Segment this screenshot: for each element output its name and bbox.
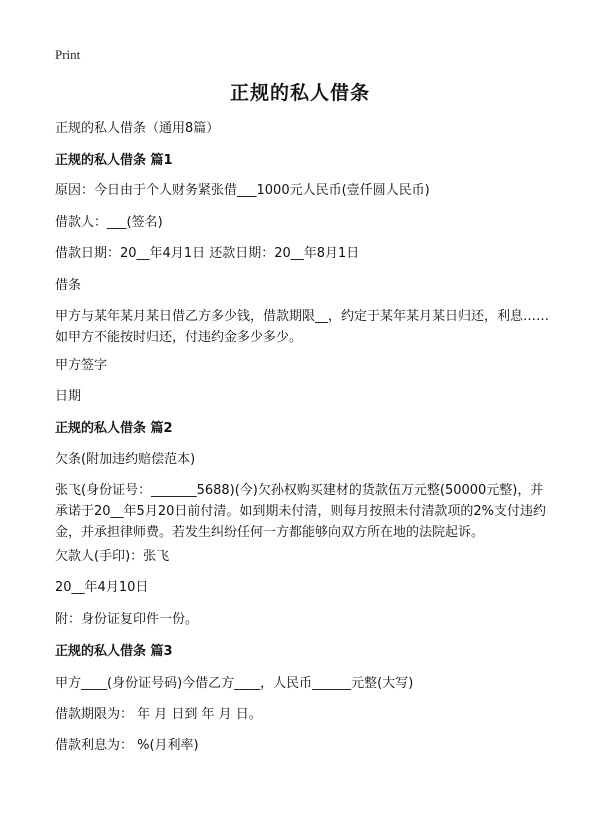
paragraph: 借款期限为： 年 月 日到 年 月 日。 xyxy=(55,707,262,722)
paragraph: 借款人：___(签名) xyxy=(55,215,163,230)
paragraph: 甲方____(身份证号码)今借乙方____，人民币______元整(大写) xyxy=(55,676,414,691)
paragraph: 张飞(身份证号：_______5688)(今)欠孙权购买建材的货款伍万元整(50000元整)，并承诺于20__年5月20日前付清。如到期未付清，则每月按照未付清款项的2%支付违约金，并承担律师费。若发生纠纷任何一方都能够向双方所在地的法院起诉。 xyxy=(55,483,546,540)
section-heading-2: 正规的私人借条 篇2 xyxy=(55,421,173,436)
paragraph: 欠条(附加违约赔偿范本) xyxy=(55,452,196,467)
paragraph: 借条 xyxy=(55,278,82,293)
section-heading-3: 正规的私人借条 篇3 xyxy=(55,644,173,659)
paragraph: 原因：今日由于个人财务紧张借___1000元人民币(壹仟圆人民币) xyxy=(55,183,430,198)
print-label: Print xyxy=(55,47,81,62)
paragraph: 欠款人(手印)：张飞 xyxy=(55,549,170,564)
paragraph: 借款利息为： %(月利率) xyxy=(55,738,199,753)
section-heading-1: 正规的私人借条 篇1 xyxy=(55,153,173,168)
paragraph: 借款日期：20__年4月1日 还款日期：20__年8月1日 xyxy=(55,246,360,261)
paragraph: 20__年4月10日 xyxy=(55,580,149,595)
document-subtitle: 正规的私人借条（通用8篇） xyxy=(55,121,220,136)
paragraph: 附：身份证复印件一份。 xyxy=(55,612,199,627)
paragraph: 甲方签字 xyxy=(55,358,108,373)
paragraph: 甲方与某年某月某日借乙方多少钱，借款期限__，约定于某年某月某日归还，利息……如甲方不能按时归还，付违约金多少多少。 xyxy=(55,309,550,345)
document-title: 正规的私人借条 xyxy=(229,82,370,104)
paragraph: 日期 xyxy=(55,389,82,404)
